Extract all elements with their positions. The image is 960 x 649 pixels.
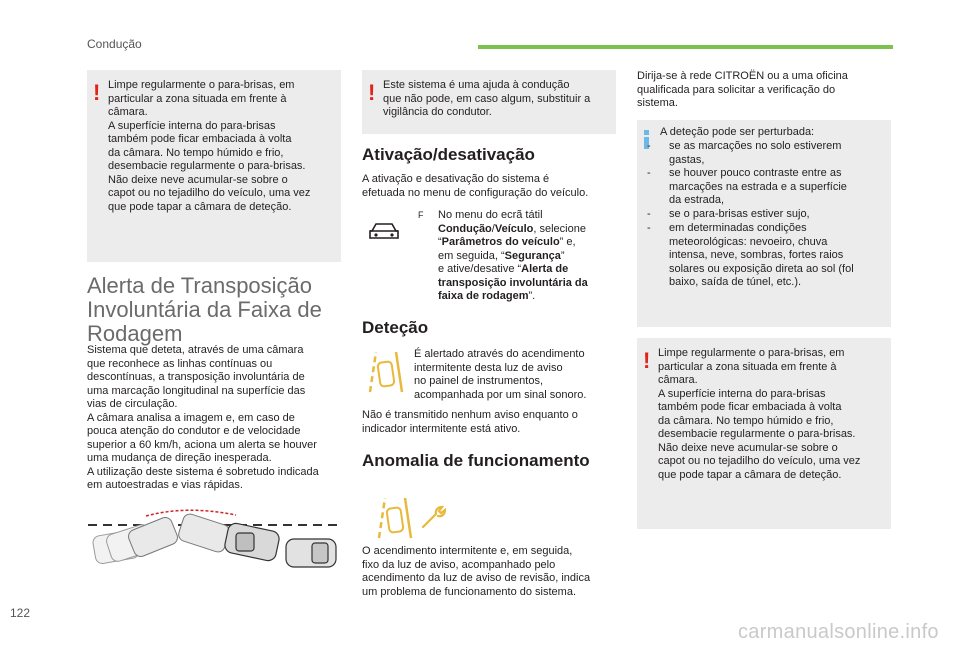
lane-departure-warning-icon [375,496,415,540]
middle-warning-text: Este sistema é uma ajuda à condução que não pode, em caso algum, substituir a vigilância do condutor. [383,79,591,118]
left-section-title: Alerta de Transposição Involuntária da Faixa de Rodagem [87,273,322,346]
right-warning-text: Limpe regularmente o para-brisas, em particular a zona situada em frente à câmara. A superfície interna do para-brisas também pode ficar embaciada à volta da câmara. No tempo húmido e frio, desembacie regularmente o para-brisas. Não deixe neve acumular-se sobre o capot ou no tejadilho do veículo, uma vez que pode tapar a câmara de deteção. [658,347,861,481]
warning-icon: ! [368,80,376,105]
lane-departure-warning-icon [366,350,406,394]
info-box: A deteção pode ser perturbada: - se as marcações no solo estiverem gastas, - se houver pouco contraste entre as marcações na estrada e a superfície da estrada, - se o para-brisas estiver sujo, - em determinadas condições meteorológicas: nevoeiro, chuva intensa, neve, sombras, fortes raios solares ou exposição direta ao sol (fol baixo, saída de túnel, etc.). [637,120,891,327]
car-menu-icon [367,219,401,243]
car-other [286,539,336,567]
step-line-4: em seguida, “Segurança” [438,249,565,262]
left-warning-box [87,70,341,262]
activation-intro: A ativação e desativação do sistema é efetuada no menu de configuração do veículo. [362,173,589,199]
step-line-3: “Parâmetros do veículo” e, [438,236,576,248]
middle-warning-box [362,70,616,134]
malfunction-heading: Anomalia de funcionamento [362,451,590,470]
car-main [223,522,280,562]
info-lead: A deteção pode ser perturbada: [660,126,815,138]
wrench-icon [420,505,450,531]
lane-departure-cars-illustration [86,505,344,571]
watermark: carmanualsonline.info [738,621,939,643]
section-title: Condução [87,37,142,51]
step-arrow-icon: F [418,210,424,220]
car-ghost-2 [126,512,231,558]
left-warning-text: Limpe regularmente o para-brisas, em particular a zona situada em frente à câmara. A superfície interna do para-brisas também pode ficar embaciada à volta da câmara. No tempo húmido e frio, desembacie regularmente o para-brisas. Não deixe neve acumular-se sobre o capot ou no tejadilho do veículo, uma vez que pode tapar a câmara de deteção. [108,79,311,213]
warning-icon: ! [643,348,651,373]
detection-heading: Deteção [362,318,429,337]
page-number: 122 [10,606,31,620]
left-body-text: Sistema que deteta, através de uma câmara que reconhece as linhas contínuas ou descontínuas, a transposição involuntária de uma marcação longitudinal na superfície das vias de circulação. A câmara analisa a imagem e, em caso de pouca atenção do condutor e de velocidade superior a 60 km/h, aciona um alerta se houver uma mudança de direção inesperada. A utilização deste sistema é sobretudo indicada em autoestradas e vias rápidas. [87,344,319,491]
step-line-7: faixa de rodagem”. [438,290,536,302]
right-warning-box [637,338,891,529]
detection-text-2: Não é transmitido nenhum aviso enquanto o indicador intermitente está ativo. [362,409,578,435]
header-accent-bar [478,45,893,49]
detection-text: É alertado através do acendimento intermitente desta luz de aviso no painel de instrumentos, acompanhada por um sinal sonoro. [414,348,587,401]
warning-icon: ! [93,80,101,105]
step-line-1: No menu do ecrã tátil [438,209,543,221]
step-line-5: e ative/desative “Alerta de [438,263,569,275]
activation-heading: Ativação/desativação [362,145,535,164]
step-line-2: Condução/Veículo, selecione [438,222,586,235]
right-intro: Dirija-se à rede CITROËN ou a uma oficina qualificada para solicitar a verificação do sistema. [637,70,848,109]
malfunction-text: O acendimento intermitente e, em seguida, fixo da luz de aviso, acompanhado pelo acendimento da luz de aviso de revisão, indica um problema de funcionamento do sistema. [362,545,591,598]
step-line-6: transposição involuntária da [438,276,588,289]
